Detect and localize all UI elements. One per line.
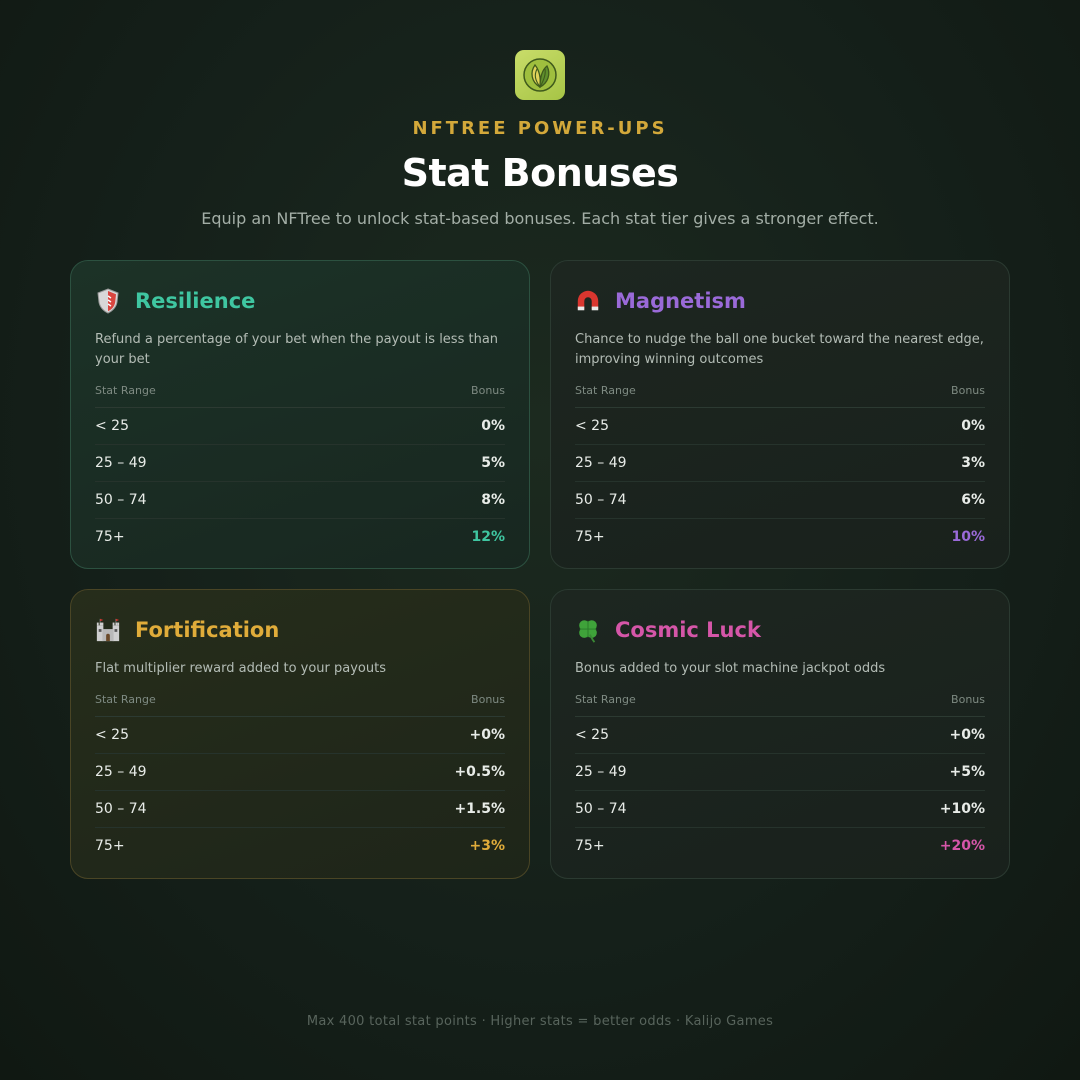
bonus-cell: 0% xyxy=(838,407,985,444)
bonus-cell: 6% xyxy=(838,481,985,518)
bonus-cell: 10% xyxy=(951,528,985,545)
table-row xyxy=(575,481,985,518)
column-header-stat-range: Stat Range xyxy=(95,382,358,407)
column-header-bonus: Bonus xyxy=(319,691,505,716)
card-title: Magnetism xyxy=(615,289,746,313)
stat-range-cell: 25 – 49 xyxy=(575,753,810,790)
card-title: Cosmic Luck xyxy=(615,618,761,642)
page-subtitle: Equip an NFTree to unlock stat-based bonuses. Each stat tier gives a stronger effect. xyxy=(201,209,879,228)
bonus-cell: 8% xyxy=(358,481,505,518)
card-title: Fortification xyxy=(135,618,280,642)
bonus-cell: +0.5% xyxy=(319,753,505,790)
stat-range-cell: 25 – 49 xyxy=(95,753,319,790)
bonus-cell: 5% xyxy=(358,444,505,481)
bonus-cell: 3% xyxy=(838,444,985,481)
bonus-cell: +0% xyxy=(810,716,985,753)
table-row xyxy=(95,481,505,518)
table-row xyxy=(575,518,985,555)
stat-range-cell: 75+ xyxy=(575,528,605,545)
card-description: Chance to nudge the ball one bucket toward the nearest edge, improving winning outcomes xyxy=(575,332,984,367)
stat-range-cell: 25 – 49 xyxy=(95,444,358,481)
bonus-cell: +3% xyxy=(469,837,505,854)
page-title: Stat Bonuses xyxy=(401,151,679,195)
table-row xyxy=(95,716,505,753)
fortification-card xyxy=(70,589,530,879)
table-row xyxy=(575,716,985,753)
stat-range-cell: < 25 xyxy=(575,407,838,444)
stat-range-cell: 25 – 49 xyxy=(575,444,838,481)
bonus-cell: +20% xyxy=(939,837,985,854)
stat-range-cell: < 25 xyxy=(575,716,810,753)
column-header-bonus: Bonus xyxy=(838,382,985,407)
column-header-stat-range: Stat Range xyxy=(575,382,838,407)
table-header-row xyxy=(575,691,985,716)
table-row xyxy=(575,790,985,827)
table-row xyxy=(95,407,505,444)
page-header xyxy=(0,50,1080,228)
stat-range-cell: 50 – 74 xyxy=(575,481,838,518)
table-header-row xyxy=(575,382,985,407)
magnet-icon xyxy=(575,288,601,314)
table-row xyxy=(95,518,505,555)
leaf-icon xyxy=(521,56,559,94)
bonus-table xyxy=(95,691,505,864)
stat-range-cell: 75+ xyxy=(575,837,605,854)
card-description: Flat multiplier reward added to your payouts xyxy=(95,661,386,676)
app-logo xyxy=(515,50,565,100)
column-header-stat-range: Stat Range xyxy=(95,691,319,716)
column-header-stat-range: Stat Range xyxy=(575,691,810,716)
bonus-cell: 12% xyxy=(471,528,505,545)
card-header xyxy=(95,616,505,644)
footer-note: Max 400 total stat points · Higher stats = better odds · Kalijo Games xyxy=(306,1014,774,1029)
cosmic-luck-card xyxy=(550,589,1010,879)
stat-range-cell: 50 – 74 xyxy=(95,790,319,827)
table-row xyxy=(575,407,985,444)
eyebrow-label: NFTREE POWER-UPS xyxy=(412,118,668,139)
card-header xyxy=(95,287,505,315)
bonus-table xyxy=(95,382,505,555)
column-header-bonus: Bonus xyxy=(358,382,505,407)
bonus-cell: +0% xyxy=(319,716,505,753)
shield-icon xyxy=(95,288,121,314)
stat-range-cell: < 25 xyxy=(95,716,319,753)
bonus-cell: +1.5% xyxy=(319,790,505,827)
magnetism-card xyxy=(550,260,1010,569)
stat-range-cell: 75+ xyxy=(95,837,125,854)
stat-range-cell: 50 – 74 xyxy=(95,481,358,518)
column-header-bonus: Bonus xyxy=(810,691,985,716)
stat-range-cell: < 25 xyxy=(95,407,358,444)
table-row xyxy=(575,753,985,790)
bonus-table xyxy=(575,691,985,864)
bonus-table xyxy=(575,382,985,555)
card-header xyxy=(575,616,985,644)
table-row xyxy=(95,790,505,827)
castle-icon xyxy=(95,617,121,643)
stat-range-cell: 50 – 74 xyxy=(575,790,810,827)
four-leaf-clover-icon xyxy=(575,617,601,643)
stat-range-cell: 75+ xyxy=(95,528,125,545)
card-description: Bonus added to your slot machine jackpot odds xyxy=(575,661,886,676)
card-header xyxy=(575,287,985,315)
table-row xyxy=(575,827,985,864)
bonus-cell: 0% xyxy=(358,407,505,444)
table-header-row xyxy=(95,691,505,716)
card-title: Resilience xyxy=(135,289,256,313)
table-row xyxy=(95,827,505,864)
card-description: Refund a percentage of your bet when the payout is less than your bet xyxy=(95,332,499,367)
table-header-row xyxy=(95,382,505,407)
bonus-cell: +10% xyxy=(810,790,985,827)
bonus-cell: +5% xyxy=(810,753,985,790)
resilience-card xyxy=(70,260,530,569)
table-row xyxy=(95,753,505,790)
table-row xyxy=(95,444,505,481)
table-row xyxy=(575,444,985,481)
